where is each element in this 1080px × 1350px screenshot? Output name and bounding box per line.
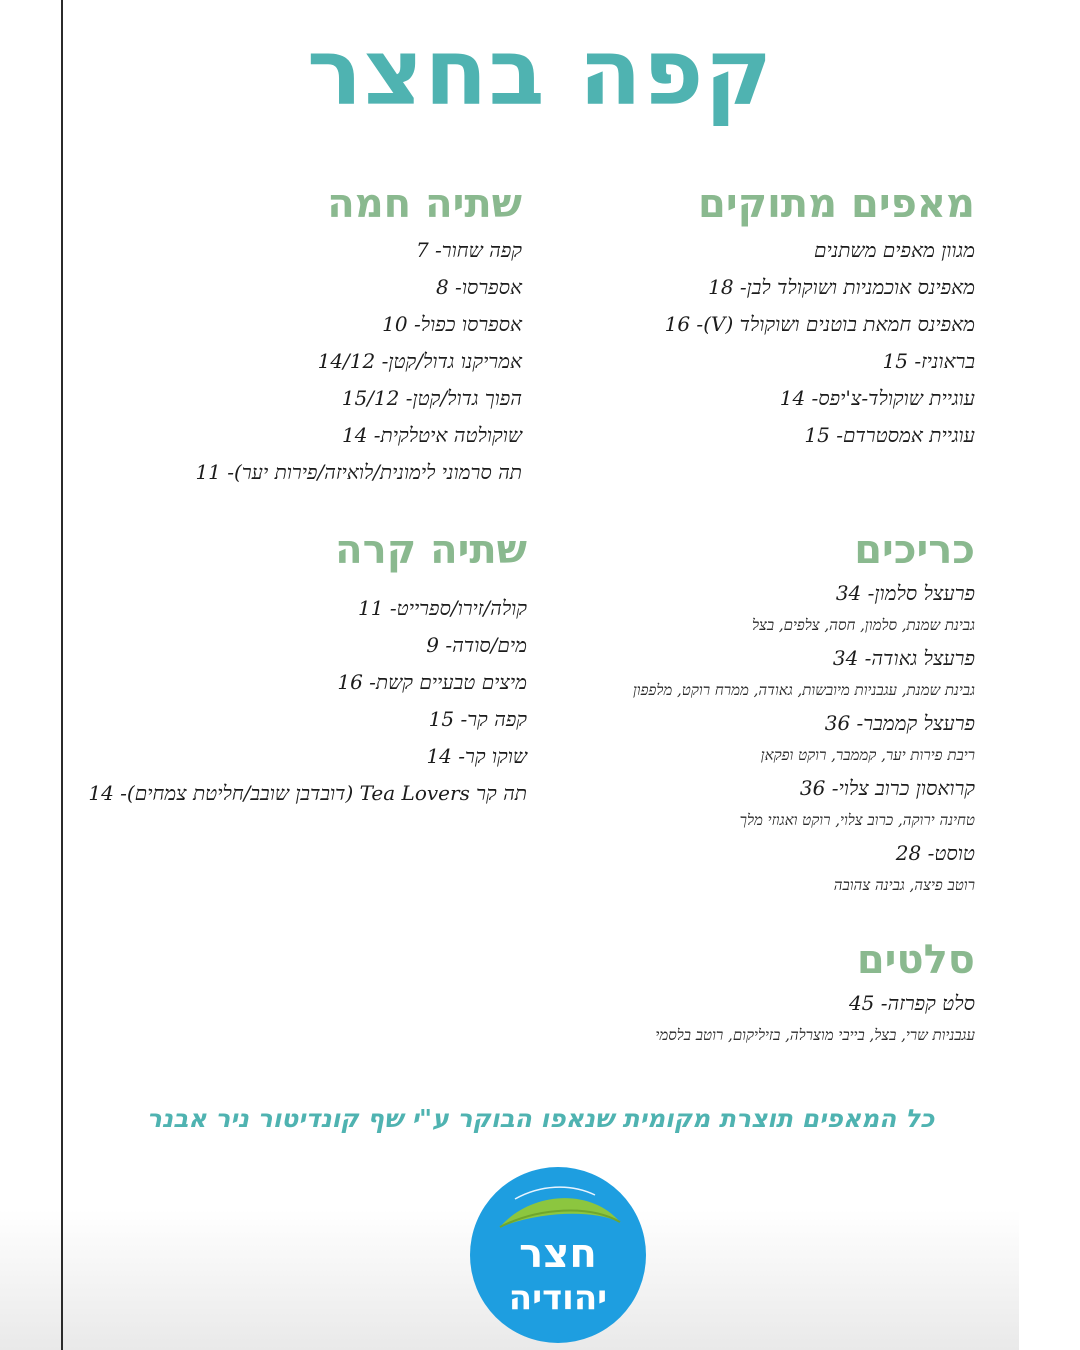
pastries-section — [665, 178, 975, 454]
menu-item: הפוך גדול/קטן- 15/12 — [341, 386, 522, 410]
menu-item: שוקו קר- 14 — [426, 744, 527, 768]
page-title: קפה בחצר — [306, 19, 774, 126]
right-margin-panel — [1019, 1200, 1080, 1350]
menu-item: סלט קפרזה- 45 — [848, 991, 975, 1015]
logo-emblem — [470, 1167, 646, 1343]
menu-item: מאפינס חמאת בוטנים ושוקולד (V)- 16 — [664, 312, 975, 336]
section-title-hot-drinks: שתיה חמה — [327, 181, 522, 227]
menu-item: קפה שחור- 7 — [415, 238, 522, 262]
menu-item: קפה קר- 15 — [428, 707, 527, 731]
section-title-salads: סלטים — [856, 937, 975, 983]
hot-drinks-section — [195, 178, 522, 491]
menu-item: פרעצל סלמון- 34 — [835, 581, 975, 605]
menu-item: טוסט- 28 — [895, 841, 975, 865]
menu-item: אספרסו- 8 — [435, 275, 522, 299]
menu-item-description: רוטב פיצה, גבינה צהובה — [833, 876, 975, 894]
footer-note: כל המאפים תוצרת מקומית שנאפו הבוקר ע"י שף קונדיטור ניר אבנר — [146, 1104, 935, 1133]
logo-text-bottom: יהודיה — [508, 1278, 608, 1318]
menu-item: קולה/זירו/ספרייט- 11 — [358, 596, 527, 620]
menu-item: מאפינס אוכמניות ושוקולד לבן- 18 — [708, 275, 975, 299]
menu-item: תה סרמוני לימונית/לואיזה/פירות יער)- 11 — [195, 460, 522, 484]
left-border-line — [61, 0, 63, 1350]
menu-item-description: גבינת שמנת, עגבניות מיובשות, גאודה, ממרח רוקט, מלפפון — [632, 681, 975, 699]
menu-item-description: גבינת שמנת, סלמון, חסה, צלפים, בצל — [751, 616, 975, 634]
section-title-cold-drinks: שתיה קרה — [335, 527, 527, 573]
logo-text-top: חצר — [519, 1231, 597, 1277]
logo — [470, 1167, 646, 1343]
menu-item: תה קר Tea Lovers (דובדבן שובב/חליטת צמחים)- 14 — [88, 781, 527, 805]
section-title-pastries: מאפים מתוקים — [697, 181, 975, 227]
menu-item: מגוון מאפים משתנים — [813, 238, 975, 262]
sandwiches-section — [633, 524, 975, 903]
section-title-sandwiches: כריכים — [854, 527, 975, 573]
menu-item: בראוניז- 15 — [882, 349, 975, 373]
menu-item: אמריקנו גדול/קטן- 14/12 — [317, 349, 522, 373]
menu-item-description: עגבניות שרי, בצל, בייבי מוצרלה, בזיליקום, רוטב בלסמי — [655, 1026, 975, 1044]
menu-item: עוגיית אמסטרדם- 15 — [804, 423, 975, 447]
menu-item: פרעצל גאודה- 34 — [832, 646, 975, 670]
menu-item: מים/סודה- 9 — [426, 633, 527, 657]
menu-item-description: ריבת פירות יער, קממבר, רוקט ופקאן — [760, 746, 975, 764]
menu-item: קרואסון כרוב צלוי- 36 — [799, 776, 975, 800]
menu-item: מיצים טבעיים קשת- 16 — [337, 670, 527, 694]
menu-item: שוקולטה איטלקית- 14 — [341, 423, 522, 447]
salads-section — [655, 934, 975, 1053]
menu-item: פרעצל קממבר- 36 — [824, 711, 975, 735]
cold-drinks-section — [88, 524, 527, 812]
menu-item-description: טחינה ירוקה, כרוב צלוי, רוקט ואגוזי מלך — [739, 811, 975, 829]
menu-item: עוגיית שוקולד-צ'יפס- 14 — [779, 386, 975, 410]
menu-item: אספרסו כפול- 10 — [382, 312, 522, 336]
